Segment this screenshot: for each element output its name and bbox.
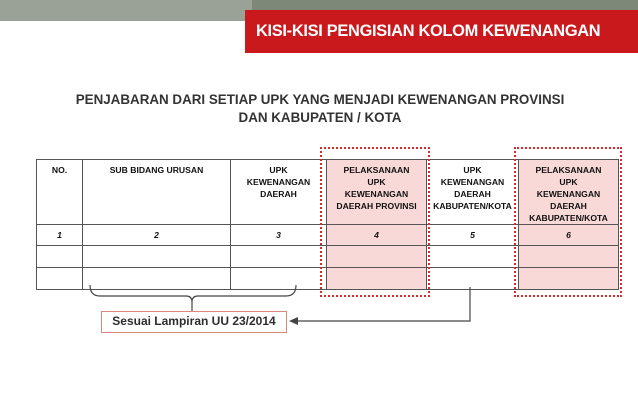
table-cell: [231, 246, 327, 268]
table-cell: [83, 246, 231, 268]
header-band-left: [0, 0, 252, 21]
lampiran-label: Sesuai Lampiran UU 23/2014: [101, 311, 287, 333]
header-line: KEWENANGAN: [246, 177, 311, 187]
page-title: KISI-KISI PENGISIAN KOLOM KEWENANGAN: [256, 22, 601, 40]
col-header-no: [37, 160, 83, 225]
header-line: UPK: [367, 177, 386, 187]
column-number: 1: [37, 225, 83, 246]
subtitle-line-1: PENJABARAN DARI SETIAP UPK YANG MENJADI KEWENANGAN PROVINSI: [75, 92, 565, 107]
column-number: 2: [83, 225, 231, 246]
header-line: PELAKSANAAN: [535, 165, 602, 175]
highlight-box-provinsi: [320, 147, 430, 297]
column-number: 6: [519, 225, 619, 246]
col-header-upk-daerah: [231, 160, 327, 225]
header-line: DAERAH: [550, 201, 587, 211]
column-number: 3: [231, 225, 327, 246]
header-line: DAERAH: [260, 189, 297, 199]
header-line: UPK: [559, 177, 578, 187]
table-cell: [231, 268, 327, 290]
header-line: UPK: [269, 165, 288, 175]
header-line: KEWENANGAN: [536, 189, 601, 199]
subtitle: [40, 91, 600, 127]
header-line: DAERAH: [454, 189, 491, 199]
arrow-head-icon: [289, 317, 298, 325]
header-line: NO.: [51, 165, 68, 175]
header-line: KABUPATEN/KOTA: [529, 213, 608, 223]
table-cell: [427, 268, 519, 290]
table-cell: [83, 268, 231, 290]
table-cell: [427, 246, 519, 268]
header-line: KEWENANGAN: [344, 189, 409, 199]
header-line: PELAKSANAAN: [343, 165, 410, 175]
table-cell: [37, 246, 83, 268]
header-line: UPK: [463, 165, 482, 175]
col-header-upk-kabupaten: [427, 160, 519, 225]
col-header-sub-bidang: [83, 160, 231, 225]
header-line: KABUPATEN/KOTA: [433, 201, 512, 211]
column-number: 5: [427, 225, 519, 246]
header-line: SUB BIDANG URUSAN: [109, 165, 204, 175]
table-cell: [37, 268, 83, 290]
column-number: 4: [327, 225, 427, 246]
header-line: KEWENANGAN: [440, 177, 505, 187]
highlight-box-kabupaten: [514, 147, 622, 297]
header-line: DAERAH PROVINSI: [336, 201, 417, 211]
subtitle-line-2: DAN KABUPATEN / KOTA: [238, 110, 402, 125]
